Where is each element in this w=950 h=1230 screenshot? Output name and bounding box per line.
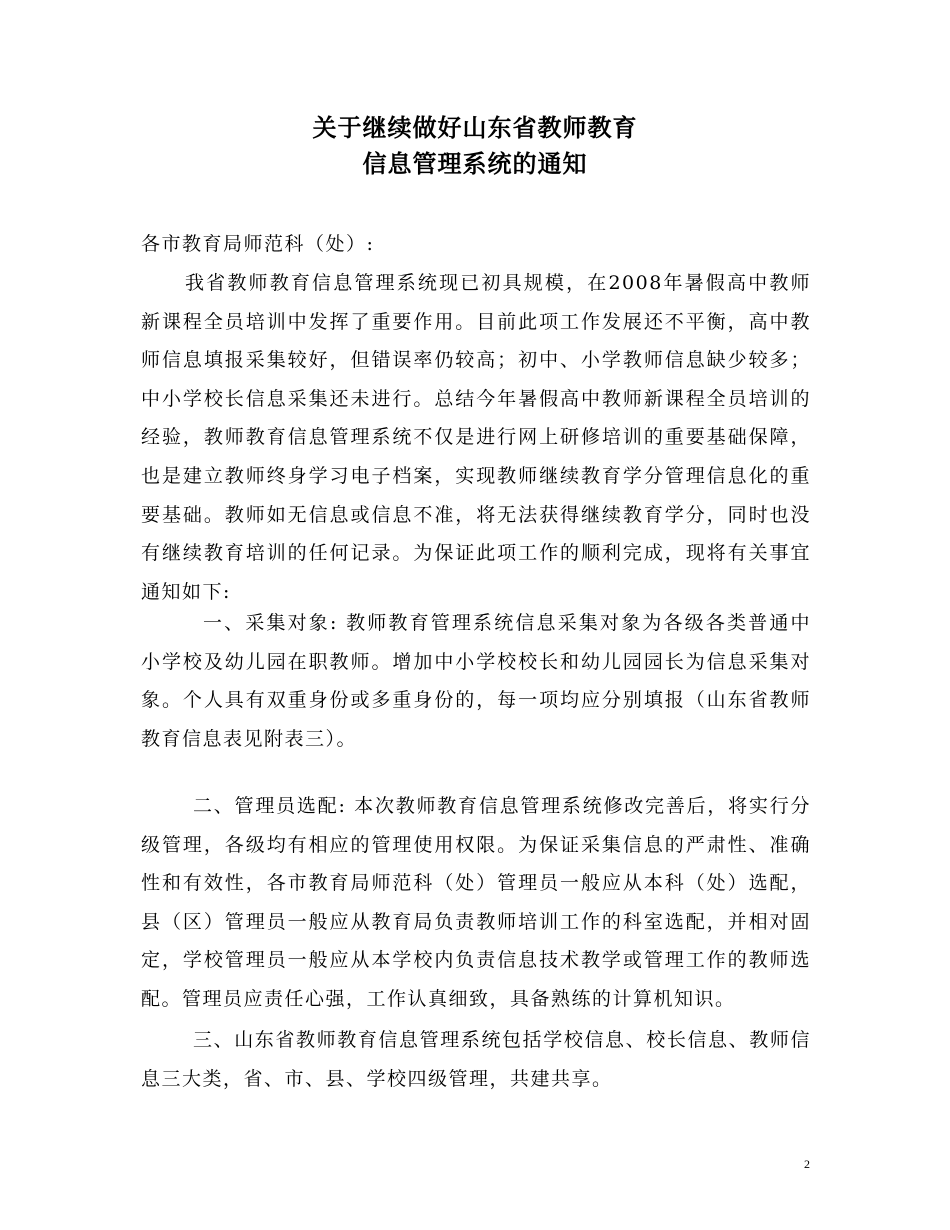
page-number: 2 [804,1157,810,1171]
document-title-line-2: 信息管理系统的通知 [362,149,588,178]
paragraph-collection-target: 一、采集对象: 教师教育管理系统信息采集对象为各级各类普通中小学校及幼儿园在职教师。增加中小学校校长和幼儿园园长为信息采集对象。个人具有双重身份或多重身份的，每一项均应分别填报（山东省教师教育信息表见附表三）。 [141,612,811,750]
paragraph-administrator-selection: 二、管理员选配: 本次教师教育信息管理系统修改完善后，将实行分级管理，各级均有相应的管理使用权限。为保证采集信息的严肃性、准确性和有效性，各市教育局师范科（处）管理员一般应从本科（处）选配，县（区）管理员一般应从教育局负责教师培训工作的科室选配，并相对固定，学校管理员一般应从本学校内负责信息技术教学或管理工作的教师选配。管理员应责任心强，工作认真细致，具备熟练的计算机知识。 [141,795,811,1010]
paragraph-intro: 我省教师教育信息管理系统现已初具规模，在2008年暑假高中教师新课程全员培训中发挥了重要作用。目前此项工作发展还不平衡，高中教师信息填报采集较好，但错误率仍较高；初中、小学教师信息缺少较多；中小学校长信息采集还未进行。总结今年暑假高中教师新课程全员培训的经验，教师教育信息管理系统不仅是进行网上研修培训的重要基础保障，也是建立教师终身学习电子档案，实现教师继续教育学分管理信息化的重要基础。教师如无信息或信息不准，将无法获得继续教育学分，同时也没有继续教育培训的任何记录。为保证此项工作的顺利完成，现将有关事宜通知如下: [141,272,811,603]
paragraph-system-scope: 三、山东省教师教育信息管理系统包括学校信息、校长信息、教师信息三大类，省、市、县、学校四级管理，共建共享。 [141,1029,811,1090]
salutation: 各市教育局师范科（处）: [141,233,375,255]
document-title-line-1: 关于继续做好山东省教师教育 [312,113,638,142]
